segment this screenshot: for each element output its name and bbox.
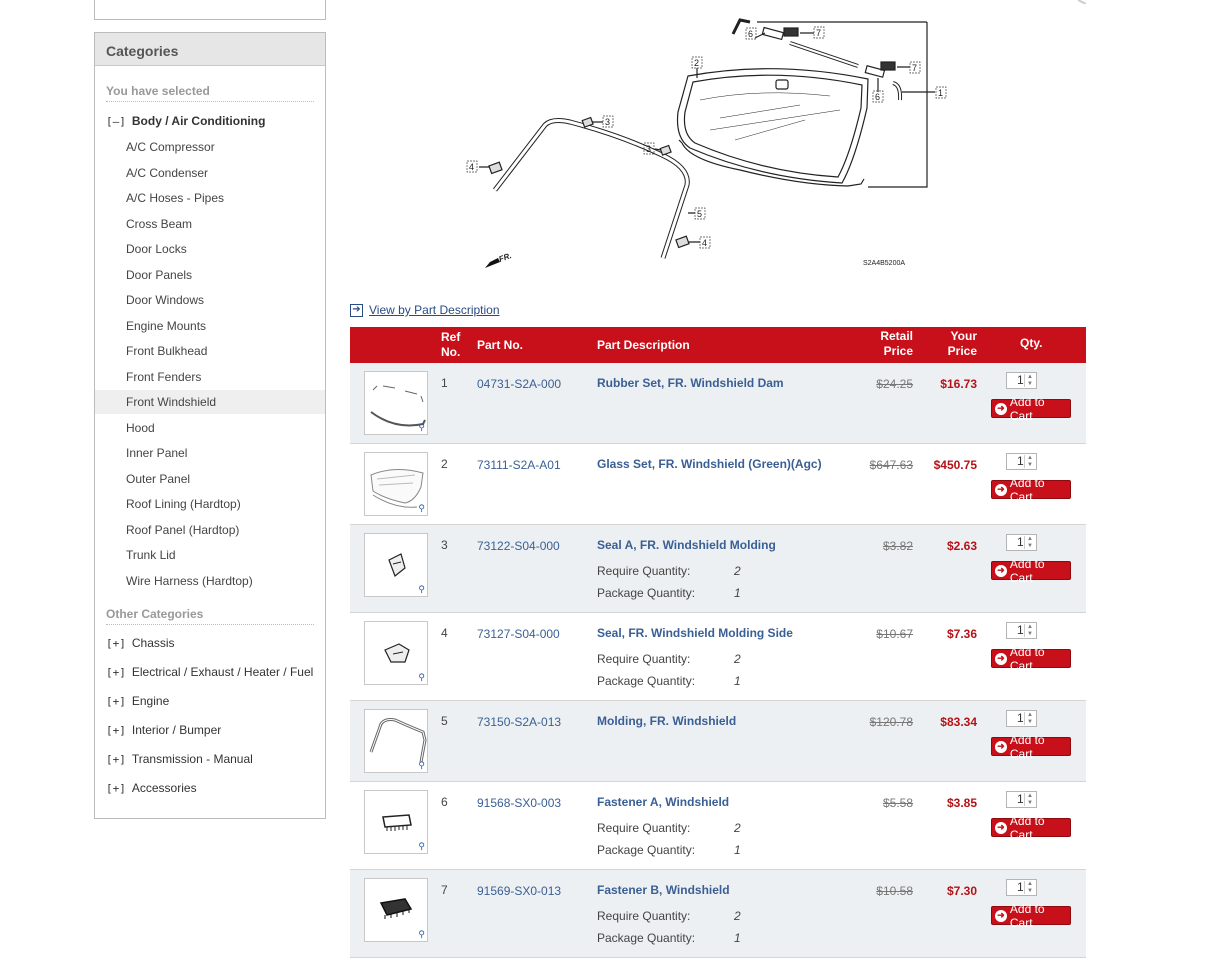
sidebar-item-trunk-lid[interactable]: Trunk Lid <box>126 548 176 562</box>
retail-price: $10.58 <box>876 884 913 898</box>
quantity-stepper[interactable] <box>1006 879 1037 896</box>
add-circle-icon: ➜ <box>995 822 1007 834</box>
other-category-transmission-manual[interactable] <box>106 752 253 766</box>
other-category-label[interactable]: Engine <box>131 694 170 708</box>
retail-price: $10.67 <box>876 627 913 641</box>
add-to-cart-button[interactable] <box>991 644 1071 673</box>
zoom-icon[interactable]: ⚲ <box>418 672 425 682</box>
categories-sidebar <box>94 32 326 819</box>
part-thumbnail[interactable] <box>364 371 428 435</box>
ref-number: 2 <box>441 457 448 471</box>
sidebar-item-engine-mounts[interactable]: Engine Mounts <box>126 318 207 333</box>
quantity-spinner[interactable] <box>1024 793 1035 806</box>
quantity-stepper[interactable] <box>1006 791 1037 808</box>
callout-3a: 3 <box>605 117 611 127</box>
sidebar-item-inner-panel[interactable]: Inner Panel <box>126 446 188 460</box>
ref-number: 5 <box>441 714 448 728</box>
part-number-link[interactable]: 73127-S04-000 <box>477 627 560 641</box>
zoom-icon[interactable]: ⚲ <box>418 422 425 432</box>
sidebar-item-a-c-hoses-pipes[interactable]: A/C Hoses - Pipes <box>126 191 225 205</box>
add-circle-icon: ➜ <box>995 484 1007 496</box>
add-to-cart-button[interactable] <box>991 475 1071 504</box>
spin-up-icon[interactable]: ▲ <box>1027 712 1033 718</box>
part-thumbnail[interactable] <box>364 709 428 773</box>
zoom-icon[interactable]: ⚲ <box>418 584 425 594</box>
quantity-value[interactable]: 1 <box>1017 623 1024 637</box>
table-row <box>350 613 1086 701</box>
spin-down-icon[interactable]: ▼ <box>1027 630 1033 637</box>
callout-3b: 3 <box>646 144 652 154</box>
selected-category-label[interactable]: Body / Air Conditioning <box>131 114 266 128</box>
part-number-link[interactable]: 91568-SX0-003 <box>477 796 562 810</box>
part-description-link[interactable]: Fastener A, Windshield <box>597 795 730 809</box>
part-number-link[interactable]: 73150-S2A-013 <box>477 715 562 729</box>
add-circle-icon: ➜ <box>995 565 1007 577</box>
package-quantity-value: 1 <box>734 586 741 600</box>
your-price: $450.75 <box>933 458 977 472</box>
part-description-link[interactable]: Rubber Set, FR. Windshield Dam <box>597 376 784 390</box>
quantity-stepper[interactable] <box>1006 622 1037 639</box>
other-category-chassis[interactable] <box>106 636 175 650</box>
spin-down-icon[interactable]: ▼ <box>1027 887 1033 894</box>
quantity-stepper[interactable] <box>1006 710 1037 727</box>
your-price: $16.73 <box>940 377 977 391</box>
sidebar-item-outer-panel[interactable]: Outer Panel <box>126 471 191 486</box>
spin-up-icon[interactable]: ▲ <box>1027 374 1033 380</box>
package-quantity-value: 1 <box>734 843 741 857</box>
add-to-cart-button[interactable] <box>991 732 1071 761</box>
spin-down-icon[interactable]: ▼ <box>1027 718 1033 725</box>
sidebar-header: Categories <box>95 33 325 66</box>
add-to-cart-label[interactable]: Add to Cart <box>1009 394 1045 423</box>
expand-toggle-icon[interactable]: [+] <box>106 723 126 737</box>
you-have-selected-title: You have selected <box>106 84 314 102</box>
your-price: $83.34 <box>940 715 977 729</box>
ref-number: 7 <box>441 883 448 897</box>
quantity-spinner[interactable] <box>1024 536 1035 549</box>
require-quantity-value: 2 <box>734 652 741 666</box>
quantity-value[interactable]: 1 <box>1017 454 1024 468</box>
quantity-value[interactable]: 1 <box>1017 792 1024 806</box>
arrow-right-icon: ➔ <box>350 304 363 317</box>
spin-down-icon[interactable]: ▼ <box>1027 380 1033 387</box>
add-to-cart-label[interactable]: Add to Cart <box>1009 556 1045 585</box>
callout-2: 2 <box>694 58 700 68</box>
callout-7a: 7 <box>816 28 822 38</box>
ref-number: 4 <box>441 626 448 640</box>
header-part-no: Part No. <box>477 338 524 352</box>
spin-down-icon[interactable]: ▼ <box>1027 542 1033 549</box>
require-quantity-label: Require Quantity: <box>597 564 691 578</box>
add-circle-icon: ➜ <box>995 741 1007 753</box>
require-quantity-value: 2 <box>734 564 741 578</box>
expand-toggle-icon[interactable]: [+] <box>106 636 126 650</box>
quantity-value[interactable]: 1 <box>1017 711 1024 725</box>
zoom-icon[interactable]: ⚲ <box>418 760 425 770</box>
table-row <box>350 363 1086 444</box>
sidebar-item-cross-beam[interactable]: Cross Beam <box>126 216 193 231</box>
spin-up-icon[interactable]: ▲ <box>1027 455 1033 461</box>
sidebar-item-a-c-condenser[interactable]: A/C Condenser <box>126 165 209 180</box>
package-quantity-label: Package Quantity: <box>597 586 696 600</box>
add-circle-icon: ➜ <box>995 403 1007 415</box>
part-thumbnail[interactable] <box>364 790 428 854</box>
quantity-spinner[interactable] <box>1024 455 1035 468</box>
spin-up-icon[interactable]: ▲ <box>1027 624 1033 630</box>
callout-6a: 6 <box>748 29 754 39</box>
quantity-spinner[interactable] <box>1024 712 1035 725</box>
other-category-label[interactable]: Accessories <box>131 781 197 795</box>
diagram-code: S2A4B5200A <box>863 260 906 267</box>
quantity-value[interactable]: 1 <box>1017 535 1024 549</box>
quantity-spinner[interactable] <box>1024 881 1035 894</box>
other-category-label[interactable]: Interior / Bumper <box>131 723 222 737</box>
add-to-cart-label[interactable]: Add to Cart <box>1009 732 1045 761</box>
part-number-link[interactable]: 73122-S04-000 <box>477 539 560 553</box>
retail-price: $24.25 <box>876 377 913 391</box>
table-row <box>350 701 1086 782</box>
table-row <box>350 444 1086 525</box>
other-category-electrical-exhaust-heater-fuel[interactable] <box>106 665 313 679</box>
sidebar-item-front-bulkhead[interactable]: Front Bulkhead <box>126 344 208 358</box>
sidebar-item-door-panels[interactable]: Door Panels <box>126 267 193 282</box>
header-description: Part Description <box>597 338 690 352</box>
part-thumbnail[interactable] <box>364 533 428 597</box>
other-category-label[interactable]: Chassis <box>131 636 175 650</box>
parts-diagram[interactable] <box>450 12 990 282</box>
require-quantity-label: Require Quantity: <box>597 652 691 666</box>
spin-down-icon[interactable]: ▼ <box>1027 799 1033 806</box>
part-description-link[interactable]: Seal, FR. Windshield Molding Side <box>597 626 793 640</box>
other-category-interior-bumper[interactable] <box>106 723 221 737</box>
other-category-accessories[interactable] <box>106 781 197 795</box>
package-quantity-label: Package Quantity: <box>597 843 696 857</box>
expand-toggle-icon[interactable]: [+] <box>106 665 126 679</box>
table-row <box>350 870 1086 958</box>
view-by-description-link[interactable] <box>350 303 500 317</box>
selected-category[interactable] <box>106 114 265 128</box>
other-category-label[interactable]: Transmission - Manual <box>131 752 253 766</box>
part-number-link[interactable]: 91569-SX0-013 <box>477 884 562 898</box>
zoom-icon[interactable]: ⚲ <box>418 503 425 513</box>
add-circle-icon: ➜ <box>995 653 1007 665</box>
part-description-link[interactable]: Glass Set, FR. Windshield (Green)(Agc) <box>597 457 822 471</box>
sidebar-item-wire-harness-hardtop[interactable]: Wire Harness (Hardtop) <box>126 573 253 588</box>
header-your-price: Your Price <box>947 329 977 358</box>
add-to-cart-label[interactable]: Add to Cart <box>1009 644 1045 673</box>
view-by-description-text[interactable]: View by Part Description <box>369 303 500 317</box>
sidebar-item-a-c-compressor[interactable]: A/C Compressor <box>126 140 215 154</box>
expand-toggle-icon[interactable]: [+] <box>106 752 126 766</box>
expand-toggle-icon[interactable]: [+] <box>106 781 126 795</box>
callout-4b: 4 <box>702 238 708 248</box>
other-category-label[interactable]: Electrical / Exhaust / Heater / Fuel <box>131 665 314 679</box>
add-to-cart-label[interactable]: Add to Cart <box>1009 901 1045 930</box>
quantity-stepper[interactable] <box>1006 534 1037 551</box>
part-description-link[interactable]: Fastener B, Windshield <box>597 883 730 897</box>
part-thumbnail[interactable] <box>364 878 428 942</box>
other-categories-title: Other Categories <box>106 607 314 625</box>
quantity-spinner[interactable] <box>1024 624 1035 637</box>
part-description-link[interactable]: Seal A, FR. Windshield Molding <box>597 538 776 552</box>
quantity-stepper[interactable] <box>1006 372 1037 389</box>
sidebar-item-front-fenders[interactable]: Front Fenders <box>126 369 202 384</box>
collapse-toggle-icon[interactable]: [–] <box>106 114 126 128</box>
require-quantity-label: Require Quantity: <box>597 909 691 923</box>
add-to-cart-button[interactable] <box>991 813 1071 842</box>
your-price: $7.30 <box>946 884 977 898</box>
top-panel-stub <box>94 0 326 20</box>
header-retail-price: Retail Price <box>880 329 913 358</box>
sidebar-item-front-windshield[interactable]: Front Windshield <box>95 390 325 414</box>
ref-number: 1 <box>441 376 448 390</box>
table-header <box>350 327 1086 363</box>
ref-number: 3 <box>441 538 448 552</box>
sidebar-item-door-windows[interactable]: Door Windows <box>126 293 205 307</box>
callout-4a: 4 <box>469 162 475 172</box>
spin-down-icon[interactable]: ▼ <box>1027 461 1033 468</box>
table-row <box>350 782 1086 870</box>
retail-price: $5.58 <box>882 796 913 810</box>
part-thumbnail[interactable] <box>364 452 428 516</box>
callout-1: 1 <box>938 88 944 98</box>
spin-up-icon[interactable]: ▲ <box>1027 536 1033 542</box>
add-to-cart-button[interactable] <box>991 556 1071 585</box>
spin-up-icon[interactable]: ▲ <box>1027 881 1033 887</box>
parts-table <box>350 327 1086 958</box>
sidebar-item-door-locks[interactable]: Door Locks <box>126 242 187 256</box>
sidebar-item-hood[interactable]: Hood <box>126 420 155 435</box>
front-arrow-icon <box>485 258 500 268</box>
sidebar-item-roof-lining-hardtop[interactable]: Roof Lining (Hardtop) <box>126 497 241 511</box>
header-qty: Qty. <box>1020 336 1043 350</box>
quantity-stepper[interactable] <box>1006 453 1037 470</box>
package-quantity-value: 1 <box>734 931 741 945</box>
your-price: $2.63 <box>946 539 977 553</box>
quantity-value[interactable]: 1 <box>1017 880 1024 894</box>
callout-5: 5 <box>697 209 703 219</box>
retail-price: $3.82 <box>882 539 913 553</box>
package-quantity-label: Package Quantity: <box>597 674 696 688</box>
front-label: FR. <box>497 251 513 264</box>
zoom-icon[interactable]: ⚲ <box>418 929 425 939</box>
package-quantity-value: 1 <box>734 674 741 688</box>
part-description-link[interactable]: Molding, FR. Windshield <box>597 714 737 728</box>
sidebar-item-roof-panel-hardtop[interactable]: Roof Panel (Hardtop) <box>126 522 240 537</box>
expand-toggle-icon[interactable]: [+] <box>106 694 126 708</box>
add-to-cart-button[interactable] <box>991 394 1071 423</box>
header-ref: Ref No. <box>441 330 461 359</box>
your-price: $7.36 <box>946 627 977 641</box>
require-quantity-value: 2 <box>734 821 741 835</box>
add-circle-icon: ➜ <box>995 910 1007 922</box>
add-to-cart-label[interactable]: Add to Cart <box>1009 813 1045 842</box>
retail-price: $647.63 <box>869 458 913 472</box>
zoom-icon[interactable]: ⚲ <box>418 841 425 851</box>
spin-up-icon[interactable]: ▲ <box>1027 793 1033 799</box>
add-to-cart-label[interactable]: Add to Cart <box>1009 475 1045 504</box>
require-quantity-value: 2 <box>734 909 741 923</box>
quantity-spinner[interactable] <box>1024 374 1035 387</box>
add-to-cart-button[interactable] <box>991 901 1071 930</box>
part-thumbnail[interactable] <box>364 621 428 685</box>
require-quantity-label: Require Quantity: <box>597 821 691 835</box>
callout-6b: 6 <box>875 92 881 102</box>
part-number-link[interactable]: 04731-S2A-000 <box>477 377 562 391</box>
table-row <box>350 525 1086 613</box>
corner-mark-icon <box>1078 0 1086 4</box>
callout-7b: 7 <box>912 63 918 73</box>
other-category-engine[interactable] <box>106 694 169 708</box>
your-price: $3.85 <box>946 796 977 810</box>
quantity-value[interactable]: 1 <box>1017 373 1024 387</box>
retail-price: $120.78 <box>869 715 913 729</box>
part-number-link[interactable]: 73111-S2A-A01 <box>477 458 561 472</box>
ref-number: 6 <box>441 795 448 809</box>
package-quantity-label: Package Quantity: <box>597 931 696 945</box>
